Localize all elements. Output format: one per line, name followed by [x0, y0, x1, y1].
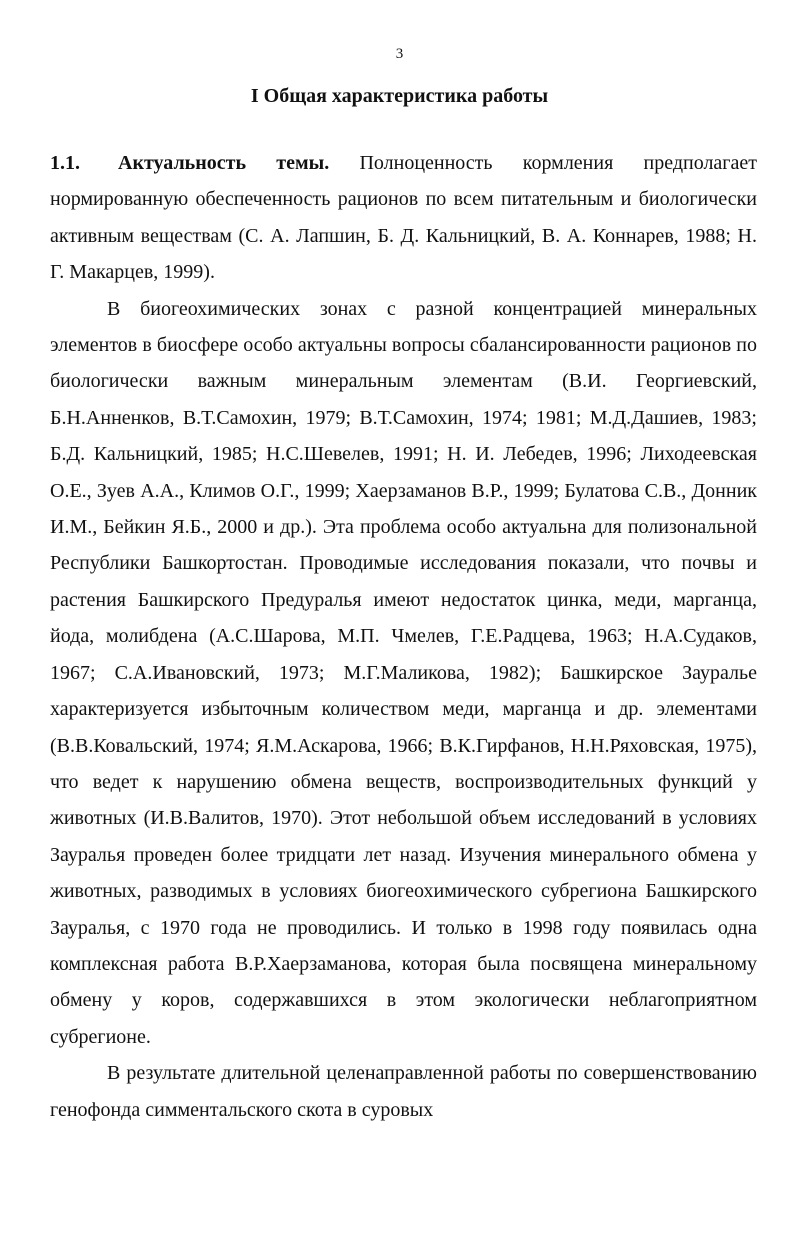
body-paragraph-3: В результате длительной целенаправленной работы по совершенствованию генофонда симментальского скота в суровых — [50, 1062, 757, 1121]
section-paragraph — [50, 145, 757, 291]
page-number: 3 — [395, 46, 404, 62]
section-title: Актуальность темы. — [118, 152, 330, 174]
body-paragraph-2: В биогеохимических зонах с разной концентрацией минеральных элементов в биосфере особо актуальны вопросы сбалансированности рационов по биологически важным минеральным элементам (В.И. Георгиевский, Б.Н.Анненков, В.Т.Самохин, 1979; В.Т.Самохин, 1974; 1981; М.Д.Дашиев, 1983; Б.Д. Кальницкий, 1985; Н.С.Шевелев, 1991; Н. И. Лебедев, 1996; Лиходеевская О.Е., Зуев А.А., Климов О.Г., 1999; Хаерзаманов В.Р., 1999; Булатова С.В., Донник И.М., Бейкин Я.Б., 2000 и др.). Эта проблема особо актуальна для полизональной Республики Башкортостан. Проводимые исследования показали, что почвы и растения Башкирского Предуралья имеют недостаток цинка, меди, марганца, йода, молибдена (А.С.Шарова, М.П. Чмелев, Г.Е.Радцева, 1963; Н.А.Судаков, 1967; С.А.Ивановский, 1973; М.Г.Маликова, 1982); Башкирское Зауралье характеризуется избыточным количеством меди, марганца и др. элементами (В.В.Ковальский, 1974; Я.М.Аскарова, 1966; В.К.Гирфанов, Н.Н.Ряховская, 1975), что ведет к нарушению обмена веществ, воспроизводительных функций у животных (И.В.Валитов, 1970). Этот небольшой объем исследований в условиях Зауралья проведен более тридцати лет назад. Изучения минерального обмена у животных, разводимых в условиях биогеохимического субрегиона Башкирского Зауралья, с 1970 года не проводились. И только в 1998 году появилась одна комплексная работа В.Р.Хаерзаманова, которая была посвящена минеральному обмену у коров, содержавшихся в этом экологически неблагоприятном субрегионе. — [50, 297, 757, 1048]
document-body — [50, 145, 757, 1128]
chapter-heading: I Общая характеристика работы — [250, 85, 549, 107]
section-number: 1.1. — [50, 152, 80, 174]
section-text: Полноценность кормления предполагает нормированную обеспеченность рационов по всем питательным и биологически активным веществам (С. А. Лапшин, Б. Д. Кальницкий, В. А. Коннарев, 1988; Н. Г. Макарцев, 1999). — [50, 152, 758, 284]
